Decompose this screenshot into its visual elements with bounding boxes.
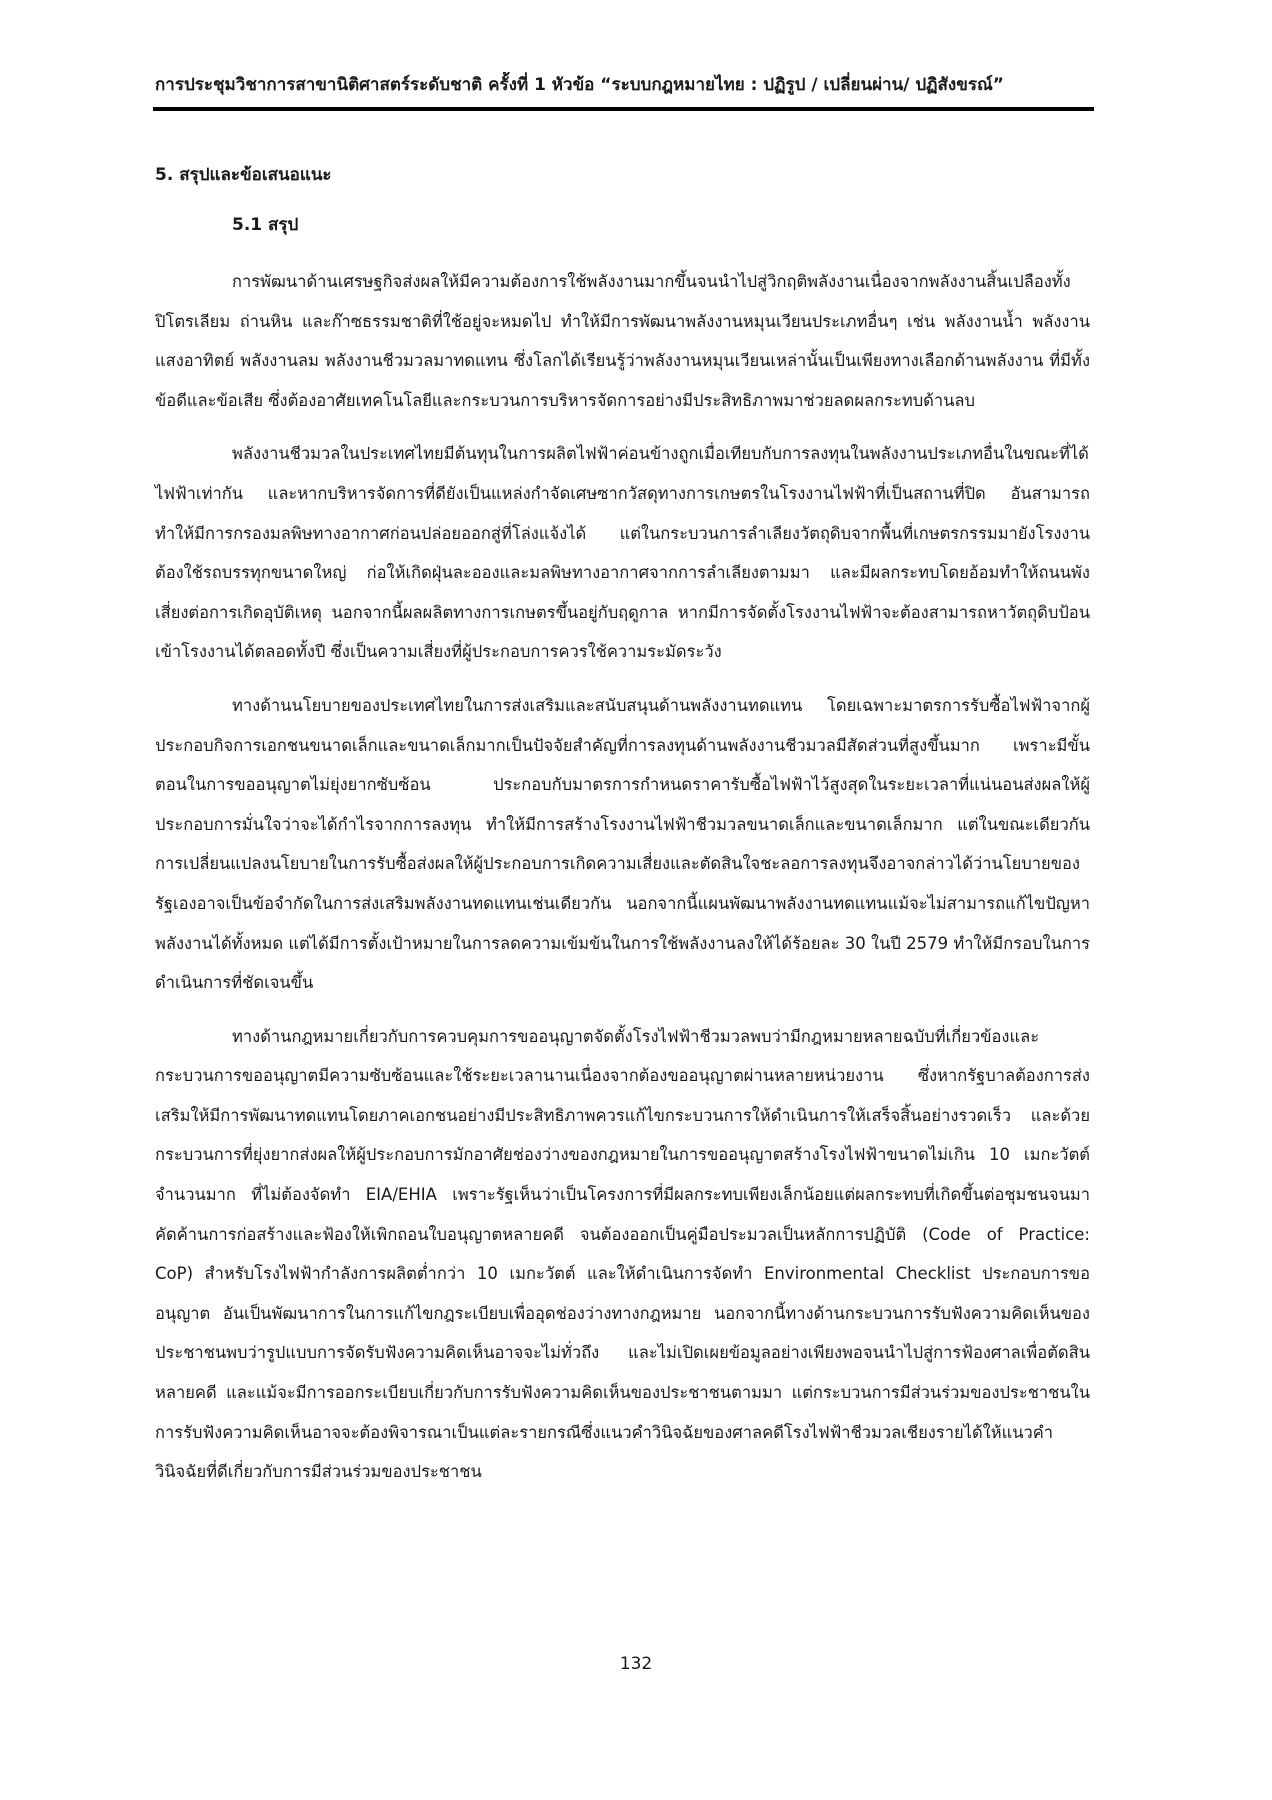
paragraph-biomass-cost: พลังงานชีวมวลในประเทศไทยมีต้นทุนในการผลิตไฟฟ้าค่อนข้างถูกเมื่อเทียบกับการลงทุนในพลังงานประเภทอื่นในขณะที่ได้ไฟฟ้าเท่ากัน และหากบริหารจัดการที่ดียังเป็นแหล่งกำจัดเศษซากวัสดุทางการเกษตรในโรงงานไฟฟ้าที่เป็นสถานที่ปิด อันสามารถทำให้มีการกรองมลพิษทางอากาศก่อนปล่อยออกสู่ที่โล่งแจ้งได้ แต่ในกระบวนการลำเลียงวัตถุดิบจากพื้นที่เกษตรกรรมมายังโรงงานต้องใช้รถบรรทุกขนาดใหญ่ ก่อให้เกิดฝุ่นละอองและมลพิษทางอากาศจากการลำเลียงตามมา และมีผลกระทบโดยอ้อมทำให้ถนนพัง เสี่ยงต่อการเกิดอุบัติเหตุ นอกจากนี้ผลผลิตทางการเกษตรขึ้นอยู่กับฤดูกาล หากมีการจัดตั้งโรงงานไฟฟ้าจะต้องสามารถหาวัตถุดิบป้อนเข้าโรงงานได้ตลอดทั้งปี ซึ่งเป็นความเสี่ยงที่ผู้ประกอบการควรใช้ความระมัดระวัง [155, 444, 1090, 662]
paragraph-legal: ทางด้านกฎหมายเกี่ยวกับการควบคุมการขออนุญาตจัดตั้งโรงไฟฟ้าชีวมวลพบว่ามีกฎหมายหลายฉบับที่เกี่ยวข้องและกระบวนการขออนุญาตมีความซับซ้อนและใช้ระยะเวลานานเนื่องจากต้องขออนุญาตผ่านหลายหน่วยงาน ซึ่งหากรัฐบาลต้องการส่งเสริมให้มีการพัฒนาทดแทนโดยภาคเอกชนอย่างมีประสิทธิภาพควรแก้ไขกระบวนการให้ดำเนินการให้เสร็จสิ้นอย่างรวดเร็ว และด้วยกระบวนการที่ยุ่งยากส่งผลให้ผู้ประกอบการมักอาศัยช่องว่างของกฎหมายในการขออนุญาตสร้างโรงไฟฟ้าขนาดไม่เกิน 10 เมกะวัตต์จำนวนมาก ที่ไม่ต้องจัดทำ EIA/EHIA เพราะรัฐเห็นว่าเป็นโครงการที่มีผลกระทบเพียงเล็กน้อยแต่ผลกระทบที่เกิดขึ้นต่อชุมชนจนมาคัดค้านการก่อสร้างและฟ้องให้เพิกถอนใบอนุญาตหลายคดี จนต้องออกเป็นคู่มือประมวลเป็นหลักการปฏิบัติ (Code of Practice: CoP) สำหรับโรงไฟฟ้ากำลังการผลิตต่ำกว่า 10 เมกะวัตต์ และให้ดำเนินการจัดทำ Environmental Checklist ประกอบการขออนุญาต อันเป็นพัฒนาการในการแก้ไขกฎระเบียบเพื่ออุดช่องว่างทางกฎหมาย นอกจากนี้ทางด้านกระบวนการรับฟังความคิดเห็นของประชาชนพบว่ารูปแบบการจัดรับฟังความคิดเห็นอาจจะไม่ทั่วถึง และไม่เปิดเผยข้อมูลอย่างเพียงพอจนนำไปสู่การฟ้องศาลเพื่อตัดสินหลายคดี และแม้จะมีการออกระเบียบเกี่ยวกับการรับฟังความคิดเห็นของประชาชนตามมา แต่กระบวนการมีส่วนร่วมของประชาชนในการรับฟังความคิดเห็นอาจจะต้องพิจารณาเป็นแต่ละรายกรณีซึ่งแนวคำวินิจฉัยของศาลคดีโรงไฟฟ้าชีวมวลเชียงรายได้ให้แนวคำวินิจฉัยที่ดีเกี่ยวกับการมีส่วนร่วมของประชาชน [155, 1026, 1090, 1482]
subsection-heading: 5.1 สรุป [232, 215, 299, 235]
paragraph-energy-development: การพัฒนาด้านเศรษฐกิจส่งผลให้มีความต้องการใช้พลังงานมากขึ้นจนนำไปสู่วิกฤติพลังงานเนื่องจากพลังงานสิ้นเปลืองทั้งปิโตรเลียม ถ่านหิน และก๊าซธรรมชาติที่ใช้อยู่จะหมดไป ทำให้มีการพัฒนาพลังงานหมุนเวียนประเภทอื่นๆ เช่น พลังงานน้ำ พลังงานแสงอาทิตย์ พลังงานลม พลังงานชีวมวลมาทดแทน ซึ่งโลกได้เรียนรู้ว่าพลังงานหมุนเวียนเหล่านั้นเป็นเพียงทางเลือกด้านพลังงาน ที่มีทั้งข้อดีและข้อเสีย ซึ่งต้องอาศัยเทคโนโลยีและกระบวนการบริหารจัดการอย่างมีประสิทธิภาพมาช่วยลดผลกระทบด้านลบ [155, 272, 1090, 410]
paragraph-policy: ทางด้านนโยบายของประเทศไทยในการส่งเสริมและสนับสนุนด้านพลังงานทดแทน โดยเฉพาะมาตรการรับซื้อไฟฟ้าจากผู้ประกอบกิจการเอกชนขนาดเล็กและขนาดเล็กมากเป็นปัจจัยสำคัญที่การลงทุนด้านพลังงานชีวมวลมีสัดส่วนที่สูงขึ้นมาก เพราะมีขั้นตอนในการขออนุญาตไม่ยุ่งยากซับซ้อน ประกอบกับมาตรการกำหนดราคารับซื้อไฟฟ้าไว้สูงสุดในระยะเวลาที่แน่นอนส่งผลให้ผู้ประกอบการมั่นใจว่าจะได้กำไรจากการลงทุน ทำให้มีการสร้างโรงงานไฟฟ้าชีวมวลขนาดเล็กและขนาดเล็กมาก แต่ในขณะเดียวกันการเปลี่ยนแปลงนโยบายในการรับซื้อส่งผลให้ผู้ประกอบการเกิดความเสี่ยงและตัดสินใจชะลอการลงทุนจึงอาจกล่าวได้ว่านโยบายของรัฐเองอาจเป็นข้อจำกัดในการส่งเสริมพลังงานทดแทนเช่นเดียวกัน นอกจากนี้แผนพัฒนาพลังงานทดแทนแม้จะไม่สามารถแก้ไขปัญหาพลังงานได้ทั้งหมด แต่ได้มีการตั้งเป้าหมายในการลดความเข้มข้นในการใช้พลังงานลงให้ได้ร้อยละ 30 ในปี 2579 ทำให้มีกรอบในการดำเนินการที่ชัดเจนขึ้น [155, 695, 1090, 993]
section-heading: 5. สรุปและข้อเสนอแนะ [155, 165, 332, 185]
body-text [155, 262, 1090, 1506]
header-rule [153, 107, 1094, 111]
running-header: การประชุมวิชาการสาขานิติศาสตร์ระดับชาติ ครั้งที่ 1 หัวข้อ “ระบบกฎหมายไทย : ปฏิรูป / เปลี่ยนผ่าน/ ปฏิสังขรณ์” [155, 75, 1004, 95]
page-number: 132 [619, 1654, 653, 1674]
